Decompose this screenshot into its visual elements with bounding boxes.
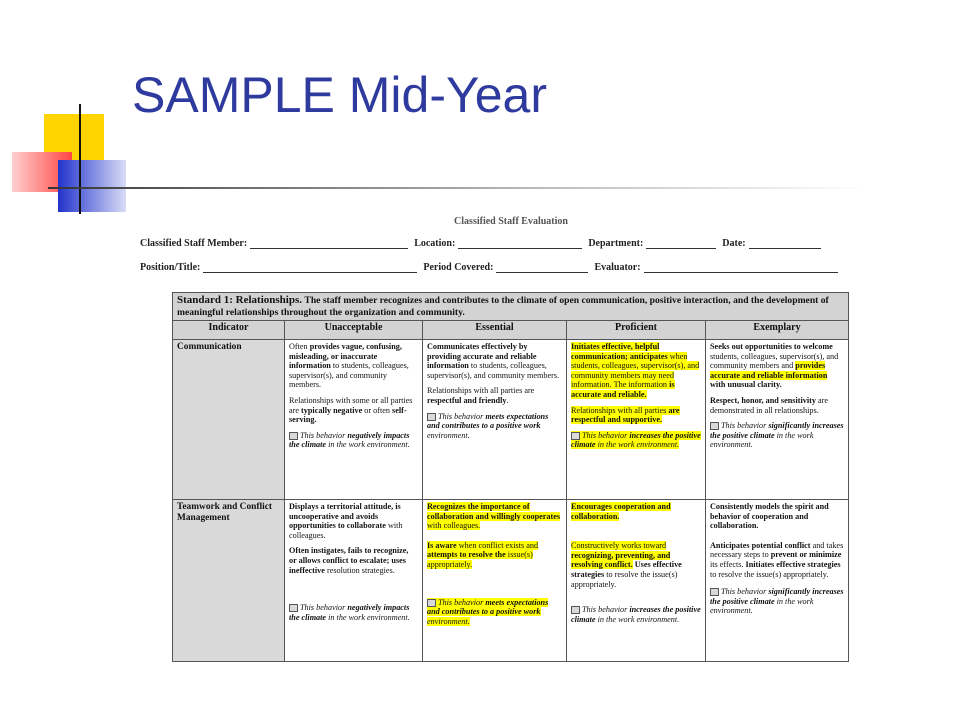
- rating-checkbox[interactable]: [571, 432, 580, 440]
- standard-heading: Standard 1: Relationships.: [177, 294, 303, 306]
- rubric-header-row: [173, 321, 849, 340]
- field-evaluator[interactable]: [644, 261, 838, 273]
- indicator-teamwork: Teamwork and Conflict Management: [173, 500, 285, 662]
- field-label-date: Date:: [722, 238, 746, 249]
- rubric-table: [172, 292, 849, 662]
- cell-teamwork-proficient: Encourages cooperation and collaboration. Constructively works toward recognizing, preventing, and resolving conflict. Uses effective strategies to resolve the issue(s) appropriately. This behavior increases the positive climate in the work environment.: [567, 500, 706, 662]
- header-essential: Essential: [423, 321, 567, 340]
- field-period[interactable]: [496, 261, 588, 273]
- rating-checkbox[interactable]: [427, 599, 436, 607]
- rating-checkbox[interactable]: [427, 413, 436, 421]
- header-exemplary: Exemplary: [706, 321, 849, 340]
- field-position[interactable]: [203, 261, 417, 273]
- cell-communication-unacceptable: Often provides vague, confusing, misleading, or inaccurate information to students, colleagues, supervisor(s), and community members. Relationships with some or all parties are typically negative or often self-serving. This behavior negatively impacts the climate in the work environment.: [285, 340, 423, 500]
- cell-teamwork-exemplary: Consistently models the spirit and behavior of cooperation and collaboration. Anticipates potential conflict and takes necessary steps to prevent or minimize its effects. Initiates effective strategies to resolve the issue(s) appropriately. This behavior significantly increases the positive climate in the work environment.: [706, 500, 849, 662]
- field-label-position: Position/Title:: [140, 262, 201, 273]
- header-unacceptable: Unacceptable: [285, 321, 423, 340]
- table-row: [173, 340, 849, 500]
- rating-checkbox[interactable]: [571, 606, 580, 614]
- cell-communication-exemplary: Seeks out opportunities to welcome students, colleagues, supervisor(s), and community members and provides accurate and reliable information with unusual clarity. Respect, honor, and sensitivity are demonstrated in all relationships. This behavior significantly increases the positive climate in the work environment.: [706, 340, 849, 500]
- header-indicator: Indicator: [173, 321, 285, 340]
- field-location[interactable]: [458, 237, 582, 249]
- form-title: Classified Staff Evaluation: [454, 216, 568, 227]
- field-label-department: Department:: [588, 238, 644, 249]
- field-label-staff-member: Classified Staff Member:: [140, 238, 248, 249]
- rating-checkbox[interactable]: [710, 422, 719, 430]
- slide-title: SAMPLE Mid-Year: [132, 67, 547, 123]
- rating-checkbox[interactable]: [710, 588, 719, 596]
- decor-vertical-line: [79, 104, 81, 214]
- form-row-2: [140, 261, 882, 275]
- field-department[interactable]: [646, 237, 716, 249]
- field-date[interactable]: [749, 237, 821, 249]
- table-row: [173, 500, 849, 662]
- form-row-1: [140, 237, 882, 251]
- indicator-communication: Communication: [173, 340, 285, 500]
- field-staff-member[interactable]: [250, 237, 408, 249]
- cell-teamwork-essential: Recognizes the importance of collaboration and willingly cooperates with colleagues. Is aware when conflict exists and attempts to resolve the issue(s) appropriately. This behavior meets expectations and contributes to a positive work environment.: [423, 500, 567, 662]
- cell-communication-proficient: Initiates effective, helpful communication; anticipates when students, colleagues, supervisor(s), and community members may need information. The information is accurate and reliable. Relationships with all parties are respectful and supportive. This behavior increases the positive climate in the work environment.: [567, 340, 706, 500]
- decor-blue-square: [58, 160, 126, 212]
- header-proficient: Proficient: [567, 321, 706, 340]
- field-label-evaluator: Evaluator:: [594, 262, 641, 273]
- evaluation-form: [140, 216, 882, 285]
- rating-checkbox[interactable]: [289, 604, 298, 612]
- rating-checkbox[interactable]: [289, 432, 298, 440]
- field-label-location: Location:: [414, 238, 456, 249]
- cell-teamwork-unacceptable: Displays a territorial attitude, is uncooperative and avoids opportunities to collaborate with colleagues. Often instigates, fails to recognize, or allows conflict to escalate; uses ineffective resolution strategies. This behavior negatively impacts the climate in the work environment.: [285, 500, 423, 662]
- decor-horizontal-rule: [48, 187, 868, 189]
- standard-description: [173, 293, 849, 321]
- cell-communication-essential: Communicates effectively by providing accurate and reliable information to students, colleagues, supervisor(s), and community members. Relationships with all parties are respectful and friendly. This behavior meets expectations and contributes to a positive work environment.: [423, 340, 567, 500]
- standard-text: The staff member recognizes and contributes to the climate of open communication, positive interaction, and the development of meaningful relationships throughout the organization and community.: [177, 295, 829, 318]
- field-label-period: Period Covered:: [423, 262, 494, 273]
